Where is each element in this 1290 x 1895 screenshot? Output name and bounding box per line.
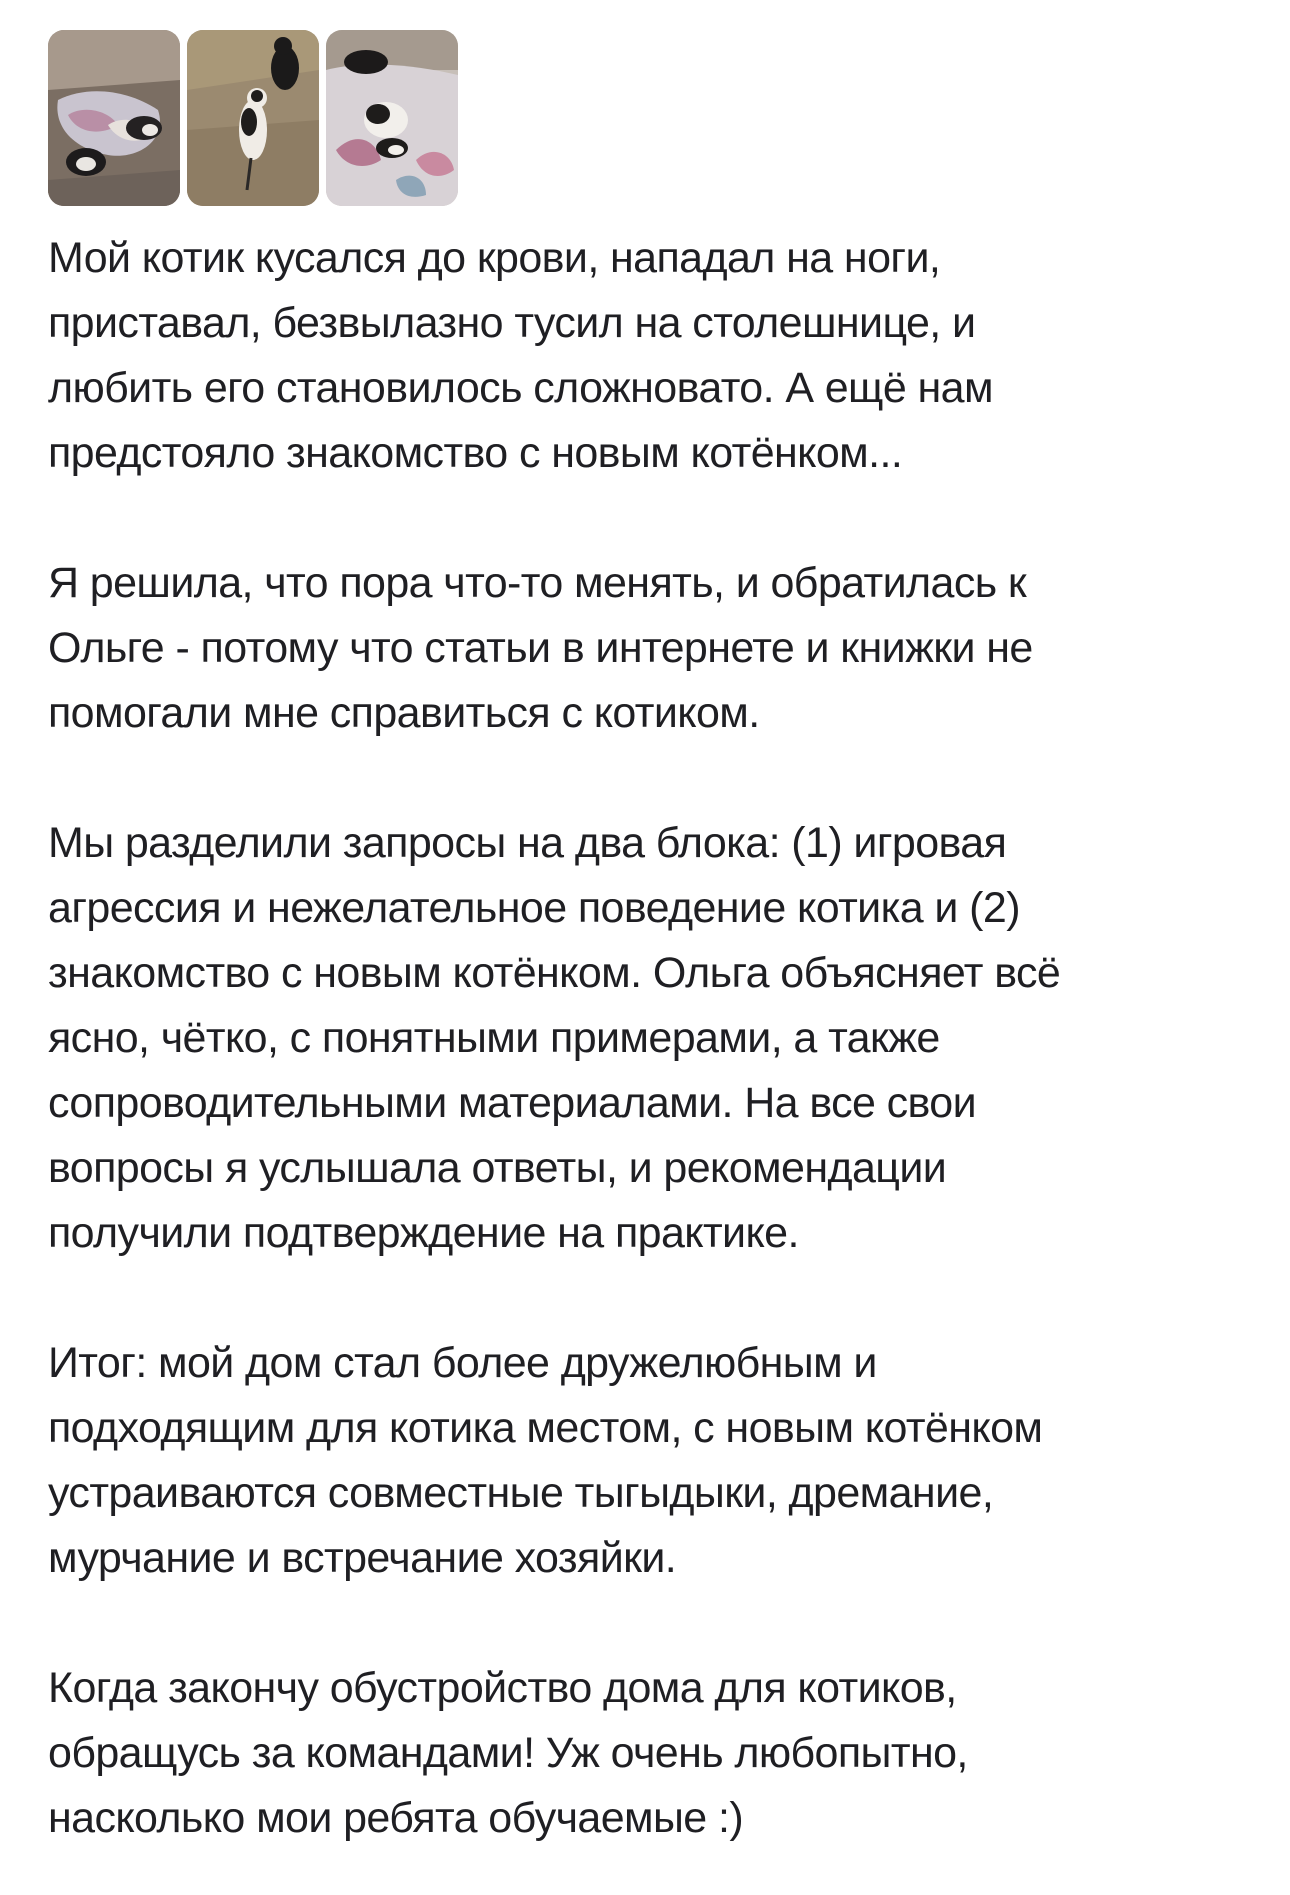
photo-attachments: [48, 30, 458, 206]
post-paragraph-1: Мой котик кусался до крови, нападал на ноги, приставал, безвылазно тусил на столешнице, и любить его становилось сложновато. А ещё нам предстояло знакомство с новым котёнком...: [48, 234, 993, 477]
post-paragraph-5: Когда закончу обустройство дома для котиков, обращусь за командами! Уж очень любопытно, насколько мои ребята обучаемые :): [48, 1664, 968, 1842]
cats-on-floor-photo: [187, 30, 319, 206]
post-body: [48, 226, 1248, 1851]
cats-on-blanket-photo: [326, 30, 458, 206]
post-paragraph-3: Мы разделили запросы на два блока: (1) игровая агрессия и нежелательное поведение котика и (2) знакомство с новым котёнком. Ольга объясняет всё ясно, чётко, с понятными примерами, а также сопроводительными материалами. На все свои вопросы я услышала ответы, и рекомендации получили подтверждение на практике.: [48, 819, 1061, 1257]
photo-thumbnail-3[interactable]: [326, 30, 458, 206]
cat-on-couch-photo: [48, 30, 180, 206]
photo-thumbnail-1[interactable]: [48, 30, 180, 206]
photo-thumbnail-2[interactable]: [187, 30, 319, 206]
post-paragraph-2: Я решила, что пора что-то менять, и обратилась к Ольге - потому что статьи в интернете и книжки не помогали мне справиться с котиком.: [48, 559, 1033, 737]
post-paragraph-4: Итог: мой дом стал более дружелюбным и подходящим для котика местом, с новым котёнком устраиваются совместные тыгыдыки, дремание, мурчание и встречание хозяйки.: [48, 1339, 1043, 1582]
